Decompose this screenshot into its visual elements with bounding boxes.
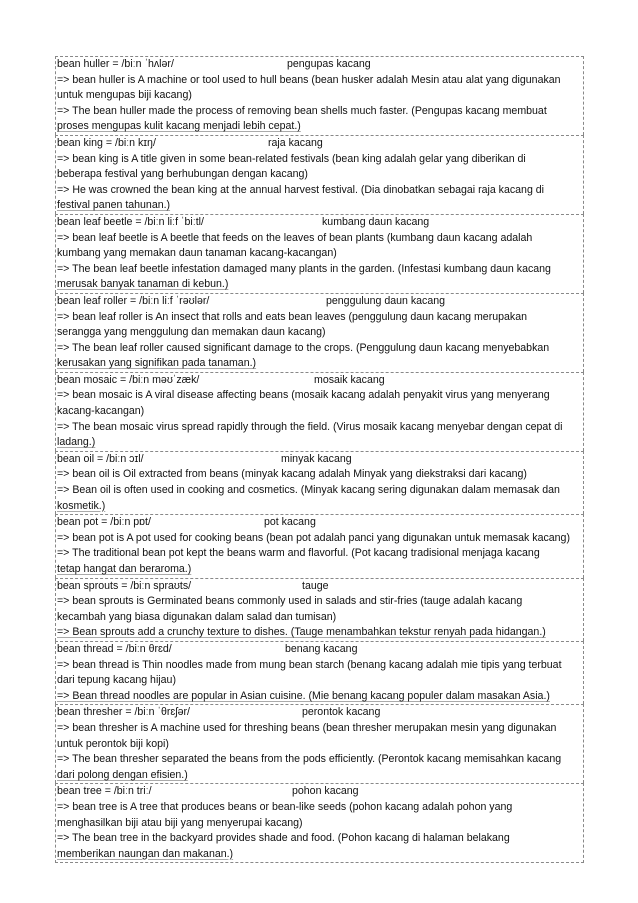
term-pronunciation: bean huller = /biːn ˈhʌlər/ bbox=[57, 58, 174, 70]
vocab-entry bbox=[55, 135, 584, 214]
definition-line: => bean tree is A tree that produces beans or bean-like seeds (pohon kacang adalah pohon yang bbox=[57, 800, 513, 813]
vocab-entry bbox=[55, 56, 584, 135]
example-line: => Bean sprouts add a crunchy texture to dishes. (Tauge menambahkan tekstur renyah pada hidangan.) bbox=[57, 626, 546, 639]
definition bbox=[56, 594, 583, 625]
entry-header bbox=[56, 515, 583, 531]
term-translation: pengupas kacang bbox=[287, 58, 371, 70]
definition-line: => bean pot is A pot used for cooking beans (bean pot adalah panci yang digunakan untuk memasak kacang) bbox=[57, 531, 570, 544]
example-sentence bbox=[56, 625, 583, 641]
entry-header bbox=[56, 215, 583, 231]
example-line: tetap hangat dan beraroma.) bbox=[57, 563, 192, 575]
term-translation: raja kacang bbox=[268, 136, 323, 149]
example-line: => He was crowned the bean king at the annual harvest festival. (Dia dinobatkan sebagai raja kacang di bbox=[57, 183, 545, 196]
entry-header bbox=[56, 136, 583, 152]
term-translation: tauge bbox=[302, 579, 329, 592]
term-pronunciation: bean leaf beetle = /biːn liːf ˈbiːtl/ bbox=[57, 215, 204, 228]
definition-line: => bean huller is A machine or tool used to hull beans (bean husker adalah Mesin atau alat yang digunakan bbox=[57, 73, 561, 86]
example-line: festival panen tahunan.) bbox=[57, 199, 171, 212]
definition-line: kecambah yang biasa digunakan dalam salad dan tumisan) bbox=[57, 610, 337, 623]
definition-line: beberapa festival yang berhubungan dengan kacang) bbox=[57, 168, 308, 181]
example-line: merusak banyak tanaman di kebun.) bbox=[57, 278, 229, 291]
example-line: => The bean mosaic virus spread rapidly through the field. (Virus mosaik kacang menyebar dengan cepat di bbox=[57, 420, 563, 433]
definition-line: menghasilkan biji atau biji yang menyerupai kacang) bbox=[57, 816, 303, 829]
entry-header bbox=[56, 57, 583, 73]
definition-line: => bean thread is Thin noodles made from mung bean starch (benang kacang adalah mie tipis yang terbuat bbox=[57, 658, 562, 671]
example-line: => Bean oil is often used in cooking and cosmetics. (Minyak kacang sering digunakan dalam memasak dan bbox=[57, 484, 560, 497]
definition-line: => bean leaf beetle is A beetle that feeds on the leaves of bean plants (kumbang daun kacang adalah bbox=[57, 231, 533, 244]
example-line: kerusakan yang signifikan pada tanaman.) bbox=[57, 357, 257, 370]
definition-line: serangga yang menggulung dan memakan daun kacang) bbox=[57, 326, 326, 339]
term-pronunciation: bean pot = /biːn pɒt/ bbox=[57, 516, 151, 529]
term-pronunciation: bean tree = /biːn triː/ bbox=[57, 785, 152, 798]
definition-line: => bean thresher is A machine used for threshing beans (bean thresher merupakan mesin yang digunakan bbox=[57, 721, 557, 734]
term-pronunciation: bean king = /biːn kɪŋ/ bbox=[57, 136, 156, 149]
example-line: dari polong dengan efisien.) bbox=[57, 768, 188, 781]
example-line: kosmetik.) bbox=[57, 499, 106, 512]
vocab-entry bbox=[55, 372, 584, 451]
term-translation: kumbang daun kacang bbox=[322, 215, 430, 228]
definition bbox=[56, 467, 583, 483]
example-sentence bbox=[56, 483, 583, 514]
example-line: => The bean thresher separated the beans from the pods efficiently. (Perontok kacang memisahkan kacang bbox=[57, 753, 562, 766]
term-translation: perontok kacang bbox=[302, 706, 381, 719]
definition-line: => bean oil is Oil extracted from beans (minyak kacang adalah Minyak yang diekstraksi dari kacang) bbox=[57, 468, 527, 481]
example-line: => The bean leaf beetle infestation damaged many plants in the garden. (Infestasi kumbang daun kacang bbox=[57, 262, 551, 275]
term-translation: minyak kacang bbox=[281, 452, 352, 465]
definition bbox=[56, 310, 583, 341]
example-sentence bbox=[56, 689, 583, 705]
term-pronunciation: bean sprouts = /biːn spraʊts/ bbox=[57, 579, 192, 592]
entry-header bbox=[56, 784, 583, 800]
term-translation: benang kacang bbox=[285, 642, 358, 655]
term-translation: pot kacang bbox=[264, 516, 316, 529]
vocab-entry bbox=[55, 451, 584, 514]
entry-header bbox=[56, 373, 583, 389]
definition bbox=[56, 231, 583, 262]
definition bbox=[56, 658, 583, 689]
example-sentence bbox=[56, 262, 583, 293]
term-pronunciation: bean mosaic = /biːn məʊˈzæk/ bbox=[57, 373, 200, 386]
example-sentence bbox=[56, 752, 583, 783]
term-pronunciation: bean thresher = /biːn ˈθrɛʃər/ bbox=[57, 706, 190, 719]
example-sentence bbox=[56, 183, 583, 214]
example-line: => The bean tree in the backyard provides shade and food. (Pohon kacang di halaman belakang bbox=[57, 832, 510, 845]
term-pronunciation: bean thread = /biːn θrɛd/ bbox=[57, 642, 172, 655]
definition-line: untuk mengupas biji kacang) bbox=[57, 89, 192, 102]
vocab-entry bbox=[55, 578, 584, 641]
entry-header bbox=[56, 642, 583, 658]
example-line: => The bean huller made the process of removing bean shells much faster. (Pengupas kacang membuat bbox=[57, 104, 547, 117]
vocab-entry bbox=[55, 783, 584, 863]
example-sentence bbox=[56, 341, 583, 372]
definition-line: untuk perontok biji kopi) bbox=[57, 737, 169, 750]
definition bbox=[56, 388, 583, 419]
term-translation: mosaik kacang bbox=[314, 373, 385, 386]
definition bbox=[56, 531, 583, 547]
definition-line: => bean leaf roller is An insect that rolls and eats bean leaves (penggulung daun kacang merupakan bbox=[57, 310, 527, 323]
term-pronunciation: bean oil = /biːn ɔɪl/ bbox=[57, 452, 144, 465]
term-pronunciation: bean leaf roller = /biːn liːf ˈrəʊlər/ bbox=[57, 294, 210, 307]
example-line: memberikan naungan dan makanan.) bbox=[57, 847, 234, 860]
example-sentence bbox=[56, 546, 583, 577]
definition bbox=[56, 152, 583, 183]
example-sentence bbox=[56, 104, 583, 135]
example-line: => The bean leaf roller caused significant damage to the crops. (Penggulung daun kacang menyebabkan bbox=[57, 341, 550, 354]
vocab-entry bbox=[55, 214, 584, 293]
entry-header bbox=[56, 294, 583, 310]
example-sentence bbox=[56, 420, 583, 451]
term-translation: pohon kacang bbox=[292, 785, 359, 798]
definition-line: => bean king is A title given in some bean-related festivals (bean king adalah gelar yang diberikan di bbox=[57, 152, 526, 165]
definition-line: => bean mosaic is A viral disease affecting beans (mosaik kacang adalah penyakit virus yang menyerang bbox=[57, 389, 550, 402]
example-sentence bbox=[56, 831, 583, 862]
definition bbox=[56, 800, 583, 831]
vocab-entry bbox=[55, 704, 584, 783]
entry-header bbox=[56, 705, 583, 721]
example-line: => Bean thread noodles are popular in Asian cuisine. (Mie benang kacang populer dalam masakan Asia.) bbox=[57, 689, 550, 702]
definition bbox=[56, 721, 583, 752]
definition-line: kacang-kacangan) bbox=[57, 405, 145, 418]
example-line: => The traditional bean pot kept the beans warm and flavorful. (Pot kacang tradisional menjaga kacang bbox=[57, 547, 540, 560]
vocab-entry bbox=[55, 641, 584, 704]
definition-line: dari tepung kacang hijau) bbox=[57, 674, 176, 687]
definition-line: => bean sprouts is Germinated beans commonly used in salads and stir-fries (tauge adalah kacang bbox=[57, 595, 523, 608]
term-translation: penggulung daun kacang bbox=[326, 294, 445, 307]
example-line: proses mengupas kulit kacang menjadi lebih cepat.) bbox=[57, 120, 301, 133]
vocabulary-table bbox=[55, 56, 584, 863]
definition bbox=[56, 73, 583, 104]
definition-line: kumbang yang memakan daun tanaman kacang-kacangan) bbox=[57, 247, 337, 260]
vocab-entry bbox=[55, 293, 584, 372]
vocab-entry bbox=[55, 514, 584, 577]
entry-header bbox=[56, 579, 583, 595]
example-line: ladang.) bbox=[57, 436, 96, 449]
entry-header bbox=[56, 452, 583, 468]
